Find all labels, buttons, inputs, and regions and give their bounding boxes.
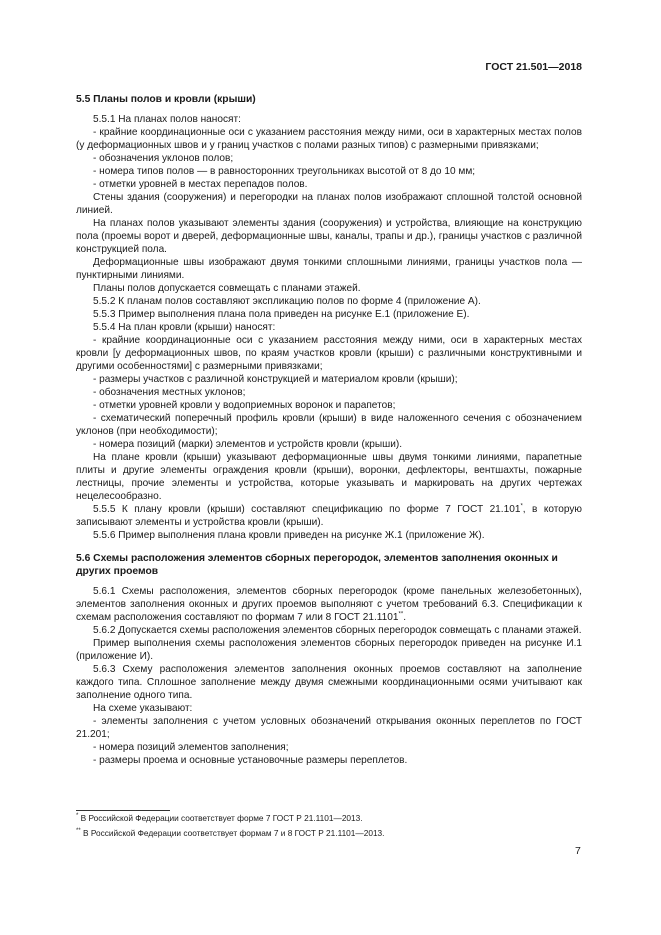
paragraph xyxy=(76,585,582,624)
paragraph: 5.6.2 Допускается схемы расположения элементов сборных перегородок совмещать с планами этажей. xyxy=(93,625,582,636)
footnote-ref: ** xyxy=(398,611,404,618)
footnote-mark: * xyxy=(76,813,79,820)
list-item: - номера типов полов — в равносторонних треугольниках высотой от 8 до 10 мм; xyxy=(93,166,476,177)
footnote-1 xyxy=(76,813,363,824)
list-item: - обозначения уклонов полов; xyxy=(93,153,234,164)
list-item: - размеры проема и основные установочные размеры переплетов. xyxy=(93,755,408,766)
list-item: - отметки уровней кровли у водоприемных воронок и парапетов; xyxy=(93,400,396,411)
list-item: - схематический поперечный профиль кровли (крыши) в виде наложенного сечения с обозначением уклонов (при необходимости); xyxy=(76,413,582,437)
paragraph: 5.5.6 Пример выполнения плана кровли приведен на рисунке Ж.1 (приложение Ж). xyxy=(93,530,485,541)
section-5-6-title: 5.6 Схемы расположения элементов сборных перегородок, элементов заполнения оконных и других проемов xyxy=(76,553,558,577)
text-run: . xyxy=(403,612,406,623)
paragraph: Стены здания (сооружения) и перегородки на планах полов изображают сплошной толстой основной линией. xyxy=(76,192,582,216)
footnote-mark: ** xyxy=(76,828,81,835)
paragraph: Планы полов допускается совмещать с планами этажей. xyxy=(93,283,361,294)
paragraph: На схеме указывают: xyxy=(93,703,193,714)
page-number: 7 xyxy=(575,845,581,857)
text-run: 5.6.1 Схемы расположения, элементов сборных перегородок (кроме панельных железобетонных), элементов заполнения оконных и других проемов выполняют с учетом требований 6.3. Спецификации к схемам расположения составляют по формам 7 или 8 ГОСТ 21.1101 xyxy=(76,586,582,623)
section-5-5-title: 5.5 Планы полов и кровли (крыши) xyxy=(76,94,256,105)
paragraph: 5.5.1 На планах полов наносят: xyxy=(93,114,241,125)
paragraph: На плане кровли (крыши) указывают деформационные швы двумя тонкими линиями, парапетные плиты и другие элементы ограждения кровли (крыши), воронки, дефлекторы, вентшахты, пожарные лестницы, прочие элементы и устройства, которые указывать и маркировать на других чертежах нецелесообразно. xyxy=(76,452,582,502)
footnote-ref: * xyxy=(520,503,523,510)
list-item: - номера позиций (марки) элементов и устройств кровли (крыши). xyxy=(93,439,403,450)
paragraph: Пример выполнения схемы расположения элементов сборных перегородок приведен на рисунке И.1 (приложение И). xyxy=(76,638,582,662)
paragraph: 5.5.4 На план кровли (крыши) наносят: xyxy=(93,322,276,333)
list-item: - крайние координационные оси с указанием расстояния между ними, оси в характерных местах полов (у деформационных швов и у границ участков с полами разных типов) с размерными привязками; xyxy=(76,127,582,151)
list-item: - элементы заполнения с учетом условных обозначений открывания оконных переплетов по ГОСТ 21.201; xyxy=(76,716,582,740)
list-item: - отметки уровней в местах перепадов полов. xyxy=(93,179,308,190)
paragraph: 5.5.3 Пример выполнения плана пола приведен на рисунке Е.1 (приложение Е). xyxy=(93,309,470,320)
text-run: , в которую записывают элементы и устройства кровли (крыши). xyxy=(76,504,583,528)
paragraph: На планах полов указывают элементы здания (сооружения) и устройства, влияющие на конструкцию пола (проемы ворот и дверей, деформационные швы, каналы, трапы и др.), границы участков с различной конструкцией пола. xyxy=(76,218,582,255)
paragraph: 5.6.3 Схему расположения элементов заполнения оконных проемов составляют на заполнение каждого типа. Сплошное заполнение между двумя смежными координационными осями учитывают как заполнение одного типа. xyxy=(76,664,582,701)
paragraph: 5.5.2 К планам полов составляют экспликацию полов по форме 4 (приложение А). xyxy=(93,296,481,307)
list-item: - крайние координационные оси с указанием расстояния между ними, оси в характерных местах кровли [у деформационных швов, по краям участков кровли (крыши) с различными конструктивными и другими особенностями] с размерными привязками; xyxy=(76,335,582,372)
list-item: - номера позиций элементов заполнения; xyxy=(93,742,289,753)
page-body xyxy=(76,93,582,767)
footnote-divider xyxy=(76,810,170,811)
text-run: 5.5.5 К плану кровли (крыши) составляют спецификацию по форме 7 ГОСТ 21.101 xyxy=(93,504,521,515)
list-item: - обозначения местных уклонов; xyxy=(93,387,246,398)
footnote-text: В Российской Федерации соответствует форме 7 ГОСТ Р 21.1101—2013. xyxy=(80,813,363,823)
paragraph: Деформационные швы изображают двумя тонкими сплошными линиями, границы участков пола — пунктирными линиями. xyxy=(76,257,582,281)
footnote-2 xyxy=(76,828,384,839)
paragraph xyxy=(76,503,582,529)
document-id: ГОСТ 21.501—2018 xyxy=(485,61,582,73)
footnote-text: В Российской Федерации соответствует формам 7 и 8 ГОСТ Р 21.1101—2013. xyxy=(82,828,385,838)
list-item: - размеры участков с различной конструкцией и материалом кровли (крыши); xyxy=(93,374,458,385)
